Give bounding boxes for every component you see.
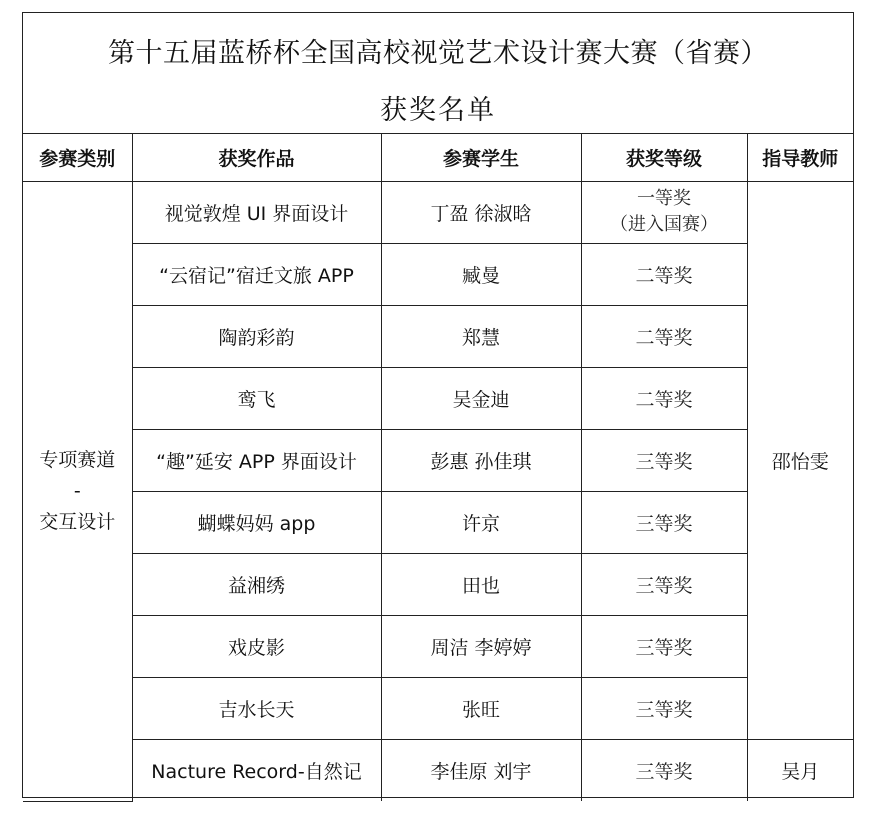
level-text: 一等奖: [637, 188, 691, 209]
work-cell: “云宿记”宿迁文旅 APP: [132, 243, 381, 305]
level-note: （进入国赛）: [610, 214, 718, 235]
teacher-cell: 邵怡雯: [747, 181, 853, 739]
level-cell: 二等奖: [581, 243, 747, 305]
category-line-2: -: [73, 479, 81, 502]
students-cell: 李佳原 刘宇: [381, 739, 581, 801]
level-cell: 三等奖: [581, 677, 747, 739]
students-cell: 彭惠 孙佳琪: [381, 429, 581, 491]
table-header-row: [23, 134, 853, 181]
page-subtitle: 获奖名单: [380, 95, 496, 126]
award-table: [23, 134, 853, 802]
work-cell: 吉水长天: [132, 677, 381, 739]
table-row: [23, 739, 853, 801]
table-row: [23, 553, 853, 615]
level-cell: 二等奖: [581, 367, 747, 429]
header-students: 参赛学生: [381, 134, 581, 181]
work-cell: 陶韵彩韵: [132, 305, 381, 367]
teacher-cell: 吴月: [747, 739, 853, 801]
category-line-3: 交互设计: [39, 510, 116, 533]
category-line-1: 专项赛道: [39, 448, 116, 471]
students-cell: 丁盈 徐淑晗: [381, 181, 581, 243]
work-cell: “趣”延安 APP 界面设计: [132, 429, 381, 491]
header-teacher: 指导教师: [747, 134, 853, 181]
header-work: 获奖作品: [132, 134, 381, 181]
table-row: [23, 491, 853, 553]
work-cell: 蝴蝶妈妈 app: [132, 491, 381, 553]
work-cell: 鸾飞: [132, 367, 381, 429]
students-cell: 张旺: [381, 677, 581, 739]
table-row: [23, 615, 853, 677]
header-level: 获奖等级: [581, 134, 747, 181]
level-cell: 三等奖: [581, 491, 747, 553]
work-cell: 戏皮影: [132, 615, 381, 677]
work-cell: Nacture Record-自然记: [132, 739, 381, 801]
table-row: [23, 181, 853, 243]
level-cell: 三等奖: [581, 739, 747, 801]
page-title: 第十五届蓝桥杯全国高校视觉艺术设计赛大赛（省赛）: [108, 38, 768, 69]
students-cell: 郑慧: [381, 305, 581, 367]
table-row: [23, 367, 853, 429]
table-row: [23, 243, 853, 305]
category-cell: [23, 181, 132, 801]
level-cell: 二等奖: [581, 305, 747, 367]
students-cell: 臧曼: [381, 243, 581, 305]
students-cell: 田也: [381, 553, 581, 615]
work-cell: 益湘绣: [132, 553, 381, 615]
students-cell: 吴金迪: [381, 367, 581, 429]
level-cell: 三等奖: [581, 553, 747, 615]
table-row: [23, 429, 853, 491]
students-cell: 周洁 李婷婷: [381, 615, 581, 677]
work-cell: 视觉敦煌 UI 界面设计: [132, 181, 381, 243]
table-row: [23, 305, 853, 367]
table-row: [23, 677, 853, 739]
level-cell: [581, 181, 747, 243]
header-category: 参赛类别: [23, 134, 132, 181]
level-cell: 三等奖: [581, 429, 747, 491]
students-cell: 许京: [381, 491, 581, 553]
award-list-sheet: [22, 12, 854, 798]
title-block: [23, 13, 853, 134]
level-cell: 三等奖: [581, 615, 747, 677]
